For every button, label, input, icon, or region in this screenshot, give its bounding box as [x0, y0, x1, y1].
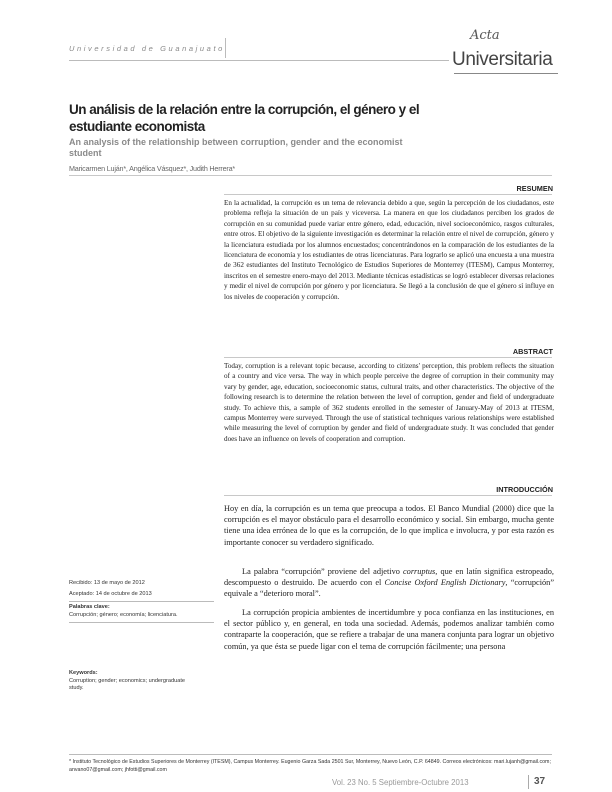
abstract-heading: ABSTRACT — [512, 347, 553, 356]
keywords-es-label: Palabras clave: — [69, 604, 110, 610]
sidebar-rule-1 — [69, 601, 214, 602]
logo-underline — [454, 73, 558, 74]
header-divider — [225, 38, 226, 58]
keywords-en-label: Keywords: — [69, 670, 98, 676]
intro-p2-text-e: , “corrupción” equivale a “deterioro moral”. — [224, 578, 555, 599]
intro-p2-dictionary: Concise Oxford English Dictionary — [384, 578, 506, 588]
article-title-english: An analysis of the relationship between corruption, gender and the economist student — [69, 137, 403, 158]
abstract-text: Today, corruption is a relevant topic because, according to citizens' perception, this problem reflects the situation of a country and vice versa. The way in which people perceive the degree of corruption in their community may vary by gender, age, education, socioeconomic status, cultural traits, and other characteristics. The objective of the following research is to determine the relation between the level of corruption, gender and field of undergraduate study. To achieve this, a sample of 362 students enrolled in the semester of January-May of 2013 at ITESM, campus Monterrey were surveyed. Through the use of statistical techniques various relationships were established while measuring the level of corruption by gender and field of undergraduate study. It was concluded that gender does have an influence on levels of cooperation and corruption. — [224, 362, 554, 443]
introduccion-rule — [224, 495, 552, 496]
university-name: Universidad de Guanajuato — [69, 44, 225, 53]
introduccion-heading: INTRODUCCIÓN — [496, 485, 553, 494]
resumen-text: En la actualidad, la corrupción es un tema de relevancia debido a que, según la percepción de los ciudadanos, este problema refleja la situación de un país y viceversa. La manera en que los ciudadanos perciben los grados de corrupción en su comunidad puede variar entre género, edad, educación, nivel socioeconómico, rasgos culturales, entre otros. El objetivo de la siguiente investigación es determinar la relación entre el nivel de corrupción, género y la licenciatura estudiada por los alumnos encuestados; concentrándonos en la comparación de los estudiantes de la licenciatura de economía y los estudiantes de otras licenciaturas. Para lograrlo se aplicó una encuesta a una muestra de 362 estudiantes del Instituto Tecnológico de Estudios Superiores de Monterrey (ITESM), Campus Monterrey, inscritos en el semestre enero-mayo del 2013. Mediante técnicas estadísticas se logró establecer diversas relaciones y medir el nivel de corrupción por género y por licenciatura. Se llegó a la conclusión de que el género sí influye en los niveles de cooperación y corrupción. — [224, 199, 554, 301]
page-number: 37 — [534, 776, 546, 787]
keywords-es: Corrupción; género; economía; licenciatura. — [69, 611, 178, 618]
resumen-rule — [224, 194, 552, 195]
authors-rule — [69, 175, 552, 176]
footnote-rule — [69, 754, 552, 755]
sidebar-rule-2 — [69, 622, 214, 623]
volume-info: Vol. 23 No. 5 Septiembre-Octubre 2013 — [332, 778, 469, 787]
intro-paragraph-3: La corrupción propicia ambientes de incertidumbre y poca confianza en las instituciones, en el sector público y, en general, en toda una sociedad. Además, podemos analizar también como contraparte la cooperación, que se refiere a trabajar de una manera conjunta para lograr un objetivo común, ya que ésta se puede ligar con el tema de corrupción fácilmente; una persona — [224, 608, 554, 651]
logo-universitaria-text: Universitaria — [452, 49, 553, 70]
logo-acta-text: Acta — [470, 28, 500, 43]
article-authors: Maricarmen Luján*, Angélica Vásquez*, Judith Herrera* — [69, 164, 235, 173]
abstract-rule — [224, 357, 552, 358]
intro-p2-latin-term: corruptus — [402, 567, 436, 576]
accepted-date: Aceptado: 14 de octubre de 2013 — [69, 591, 152, 597]
article-title: Un análisis de la relación entre la corrupción, el género y el estudiante economista — [69, 102, 420, 134]
keywords-en: Corruption; gender; economics; undergraduate study. — [69, 677, 185, 692]
intro-p2-text-a: La palabra “corrupción” proviene del adjetivo — [242, 567, 403, 576]
intro-p2-text-c: , que en latín significa estropeado, descompuesto o destruido. De acuerdo con el — [224, 567, 554, 588]
resumen-heading: RESUMEN — [516, 184, 553, 193]
page-number-divider — [528, 775, 529, 789]
keywords-es-block — [69, 604, 214, 619]
affiliation-footnote: * Instituto Tecnológico de Estudios Superiores de Monterrey (ITESM), Campus Monterrey. Eugenio Garza Sada 2501 Sur, Monterrey, Nuevo León, C.P. 64849. Correos electrónicos: mari.lujanh@gmail.com; anvano07@gmail.com; jhfotti@gmail.com — [69, 759, 551, 773]
keywords-en-block — [69, 670, 189, 693]
header-rule — [69, 60, 449, 61]
intro-paragraph-1: Hoy en día, la corrupción es un tema que preocupa a todos. El Banco Mundial (2000) dice que la corrupción es el mayor obstáculo para el desarrollo económico y social. Sin embargo, mucha gente tiene una idea errónea de lo que es la corrupción, de lo que implica e involucra, y por esta razón es importante conocer su verdadero significado. — [224, 504, 554, 547]
received-date: Recibido: 13 de mayo de 2012 — [69, 580, 145, 586]
journal-logo — [452, 28, 560, 76]
intro-paragraph-2 — [224, 566, 554, 600]
